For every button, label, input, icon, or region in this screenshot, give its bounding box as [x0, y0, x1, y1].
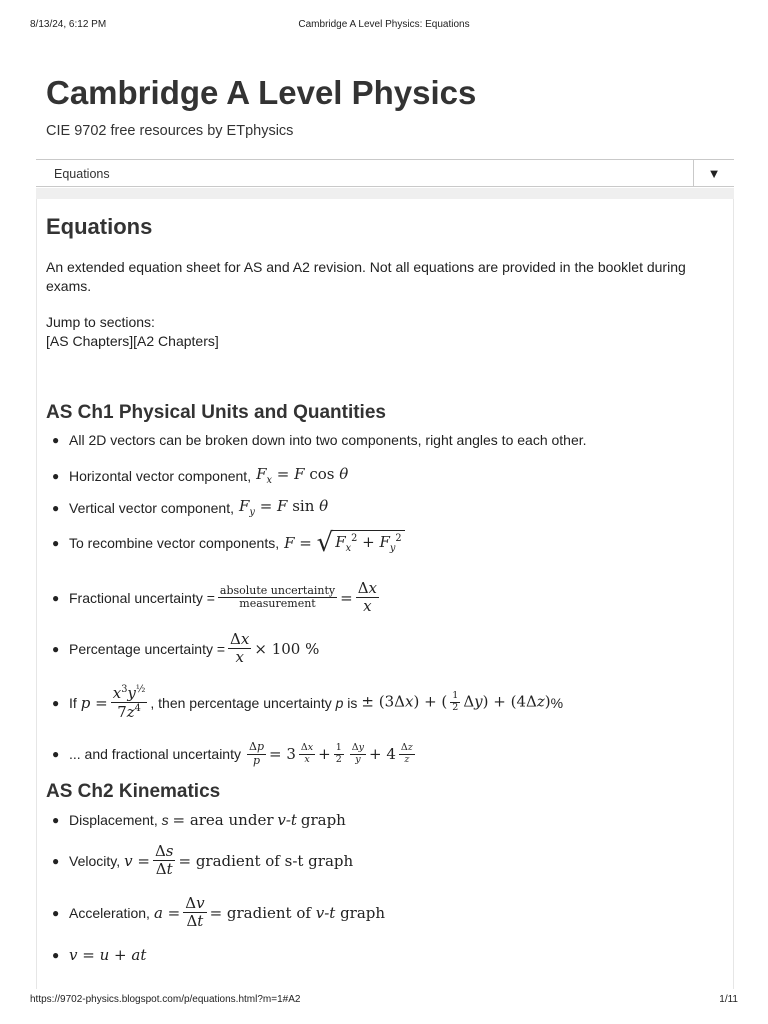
bullet-icon: ● — [52, 948, 60, 962]
bullet-icon: ● — [52, 641, 60, 656]
equation-fractional-uncertainty: $\frac{\text{absolute uncertainty}}{\text{measurement}}$ = $\frac{\Delta x}{x}$ — [219, 579, 378, 616]
list-item — [52, 580, 382, 616]
list-item — [52, 946, 146, 964]
dropdown-arrow-icon[interactable]: ▼ — [693, 159, 734, 187]
item-text: To recombine vector components, — [69, 535, 280, 551]
section-title-as-ch2: AS Ch2 Kinematics — [46, 781, 221, 802]
print-title: Cambridge A Level Physics: Equations — [298, 19, 470, 30]
content-top-strip — [36, 188, 734, 199]
list-item — [52, 530, 405, 556]
item-text: Percentage uncertainty = — [69, 640, 226, 657]
list-item: ● If p = $\frac{x^3y^{\frac{1}{2}}}{7z^4}$ , then percentage uncertainty p is ± (3Δx) + ( $\frac{1}{2}$ Δy) + (4Δz) % — [52, 684, 564, 722]
post-intro: An extended equation sheet for AS and A2 revision. Not all equations are provided in the booklet during exams. — [46, 259, 686, 294]
list-item — [52, 741, 418, 767]
equation-p: p = $\frac{x^3y^{\frac{1}{2}}}{7z^4}$ — [80, 684, 146, 722]
page-selector-value: Equations — [54, 167, 110, 181]
jump-to-sections — [46, 313, 219, 351]
item-text: All 2D vectors can be broken down into two components, right angles to each other. — [69, 432, 587, 448]
bullet-icon: ● — [52, 695, 60, 710]
list-item — [52, 895, 385, 931]
bullet-icon: ● — [52, 433, 60, 447]
item-text: Displacement, — [69, 812, 158, 828]
print-page-number: 1/11 — [719, 994, 738, 1005]
equation-fractional-p: $\frac{\Delta p}{p}$ = 3 $\frac{\Delta x}{x}$ + $\frac{1}{2}$ $\frac{\Delta y}{y}$ + 4 $\frac{\Delta z}{z}$ — [249, 740, 413, 767]
fraction-denominator: measurement — [239, 597, 316, 611]
bullet-icon: ● — [52, 853, 60, 868]
list-item — [52, 631, 319, 667]
bullet-icon: ● — [52, 813, 60, 827]
site-description: CIE 9702 free resources by ETphysics — [46, 123, 294, 139]
list-item — [52, 465, 348, 486]
item-text: Acceleration, — [69, 904, 150, 921]
print-footer — [30, 994, 738, 1005]
equation-percentage-uncertainty: $\frac{\Delta x}{x}$ × 100 % — [230, 630, 320, 667]
link-a2-chapters[interactable]: [A2 Chapters] — [133, 333, 219, 349]
bullet-icon: ● — [52, 747, 60, 762]
item-text: Velocity, — [69, 852, 121, 869]
equation-acceleration: a = $\frac{\Delta v}{\Delta t}$ = gradient of v-t graph — [153, 894, 386, 931]
page-selector[interactable] — [36, 159, 734, 187]
list-item — [52, 432, 587, 448]
bullet-icon: ● — [52, 536, 60, 550]
bullet-icon: ● — [52, 905, 60, 920]
equation-fx: $F_x = F$ cos θ — [256, 465, 349, 486]
section-title-as-ch1: AS Ch1 Physical Units and Quantities — [46, 402, 386, 423]
print-header — [30, 19, 738, 30]
bullet-icon: ● — [52, 468, 60, 483]
equation-v-u-at: v = u + at — [69, 946, 147, 964]
list-item — [52, 843, 353, 879]
item-text: Horizontal vector component, — [69, 467, 252, 484]
equation-fy: $F_y = F$ sin θ — [238, 497, 329, 518]
print-datetime: 8/13/24, 6:12 PM — [30, 19, 107, 30]
equation-velocity: v = $\frac{\Delta s}{\Delta t}$ = gradient of s-t graph — [124, 842, 354, 879]
item-text: Vertical vector component, — [69, 499, 234, 516]
site-title[interactable]: Cambridge A Level Physics — [46, 74, 477, 111]
post-title: Equations — [46, 214, 153, 239]
bullet-icon: ● — [52, 500, 60, 515]
bullet-icon: ● — [52, 590, 60, 605]
jump-label: Jump to sections: — [46, 314, 155, 330]
item-text: Fractional uncertainty = — [69, 589, 215, 606]
equation-p-uncertainty: ± (3Δx) + ( $\frac{1}{2}$ Δy) + (4Δz) — [361, 690, 551, 714]
list-item — [52, 497, 328, 518]
list-item: ● Displacement, s = area under v-t graph — [52, 811, 346, 829]
if-word: If — [69, 694, 77, 711]
print-url: https://9702-physics.blogspot.com/p/equations.html?m=1#A2 — [30, 994, 301, 1005]
item-text: , then percentage uncertainty — [150, 694, 332, 711]
link-as-chapters[interactable]: [AS Chapters] — [46, 333, 134, 349]
equation-recombine: F = √ $F_x^2 + F_y^2$ — [284, 530, 405, 556]
item-text: ... and fractional uncertainty — [69, 746, 241, 763]
fraction-numerator: absolute uncertainty — [219, 583, 336, 597]
